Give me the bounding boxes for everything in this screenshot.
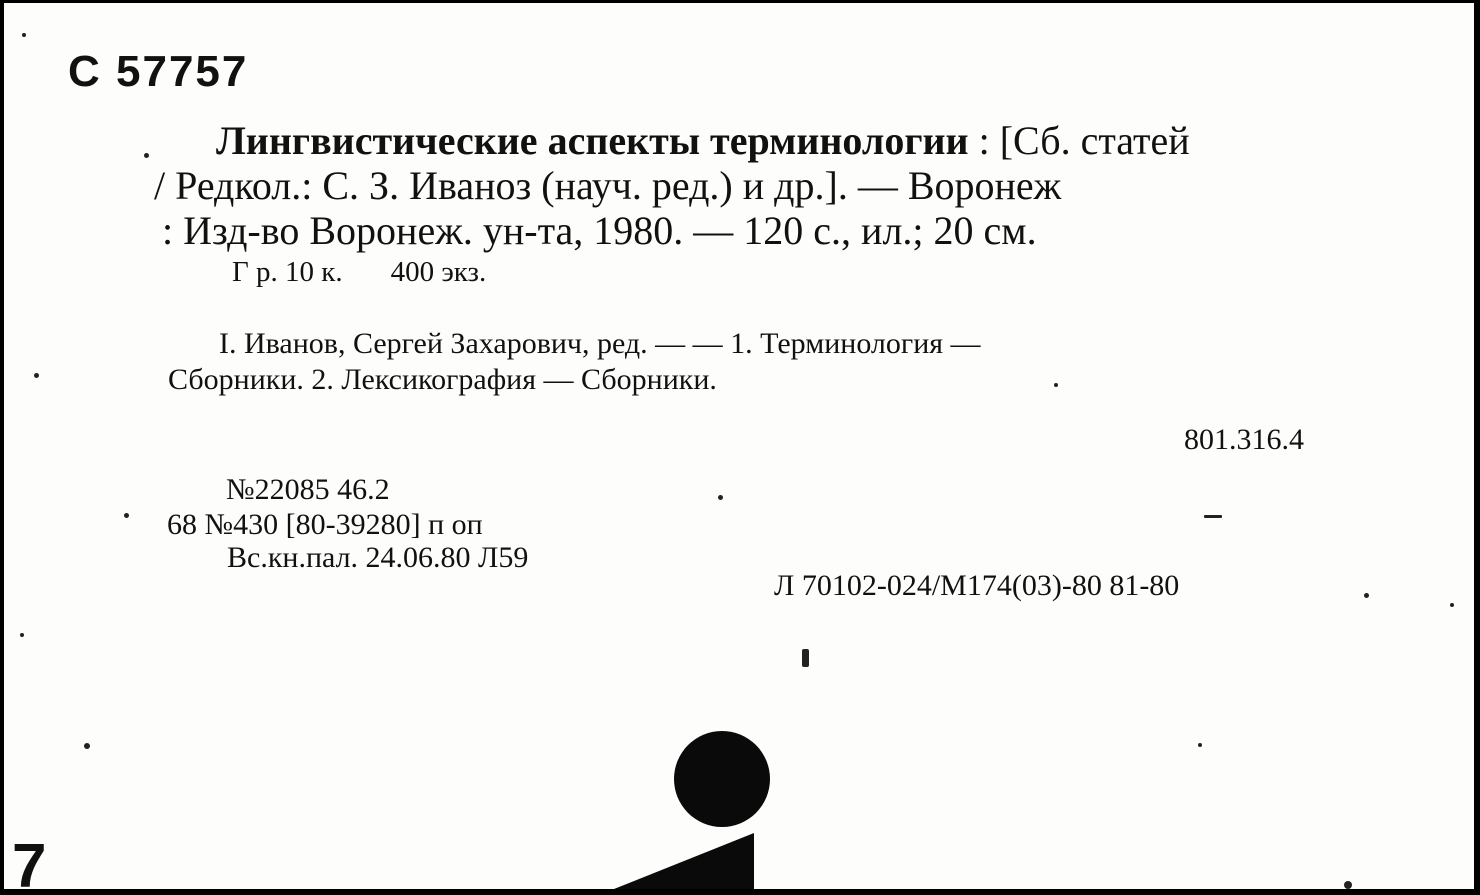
dust-speck (718, 495, 723, 500)
corner-mark: 7 (12, 832, 47, 889)
price-line (232, 256, 486, 289)
book-title: Лингвистические аспекты терминологии (216, 118, 969, 163)
dust-speck (34, 373, 39, 378)
udc-number: 801.316.4 (1184, 423, 1304, 456)
dust-speck (1364, 593, 1369, 598)
dust-speck (22, 33, 26, 37)
dust-speck (20, 633, 24, 637)
dust-speck (802, 649, 809, 667)
dust-speck (1054, 383, 1058, 387)
card-edge-shadow (604, 833, 754, 889)
dust-speck (1204, 515, 1222, 518)
dust-speck (84, 743, 90, 749)
copies: 400 экз. (390, 256, 487, 288)
price: Г р. 10 к. (232, 256, 343, 288)
dust-speck (1450, 603, 1454, 607)
call-number: С 57757 (68, 47, 249, 96)
dust-speck (1198, 743, 1202, 747)
punch-hole (674, 731, 770, 827)
dust-speck (144, 153, 149, 158)
title-line (216, 117, 1190, 164)
catalog-card (4, 3, 1474, 889)
classification-code: Л 70102-024/М174(03)-80 81-80 (774, 569, 1180, 602)
editors-line: / Редкол.: С. З. Иваноз (науч. ред.) и др.]. — Воронеж (154, 163, 1062, 208)
dust-speck (1344, 881, 1352, 889)
tracings-line-2: Сборники. 2. Лексикография — Сборники. (168, 363, 717, 396)
note-line-3: Вс.кн.пал. 24.06.80 Л59 (227, 541, 529, 574)
dust-speck (124, 513, 129, 518)
imprint-line: : Изд-во Воронеж. ун-та, 1980. — 120 с., ил.; 20 см. (162, 208, 1037, 253)
note-line-1: №22085 46.2 (226, 473, 390, 506)
tracings-line-1: I. Иванов, Сергей Захарович, ред. — — 1. Терминология — (219, 327, 981, 360)
title-line-rest: : [Сб. статей (968, 118, 1190, 163)
note-line-2: 68 №430 [80-39280] п оп (167, 508, 483, 541)
